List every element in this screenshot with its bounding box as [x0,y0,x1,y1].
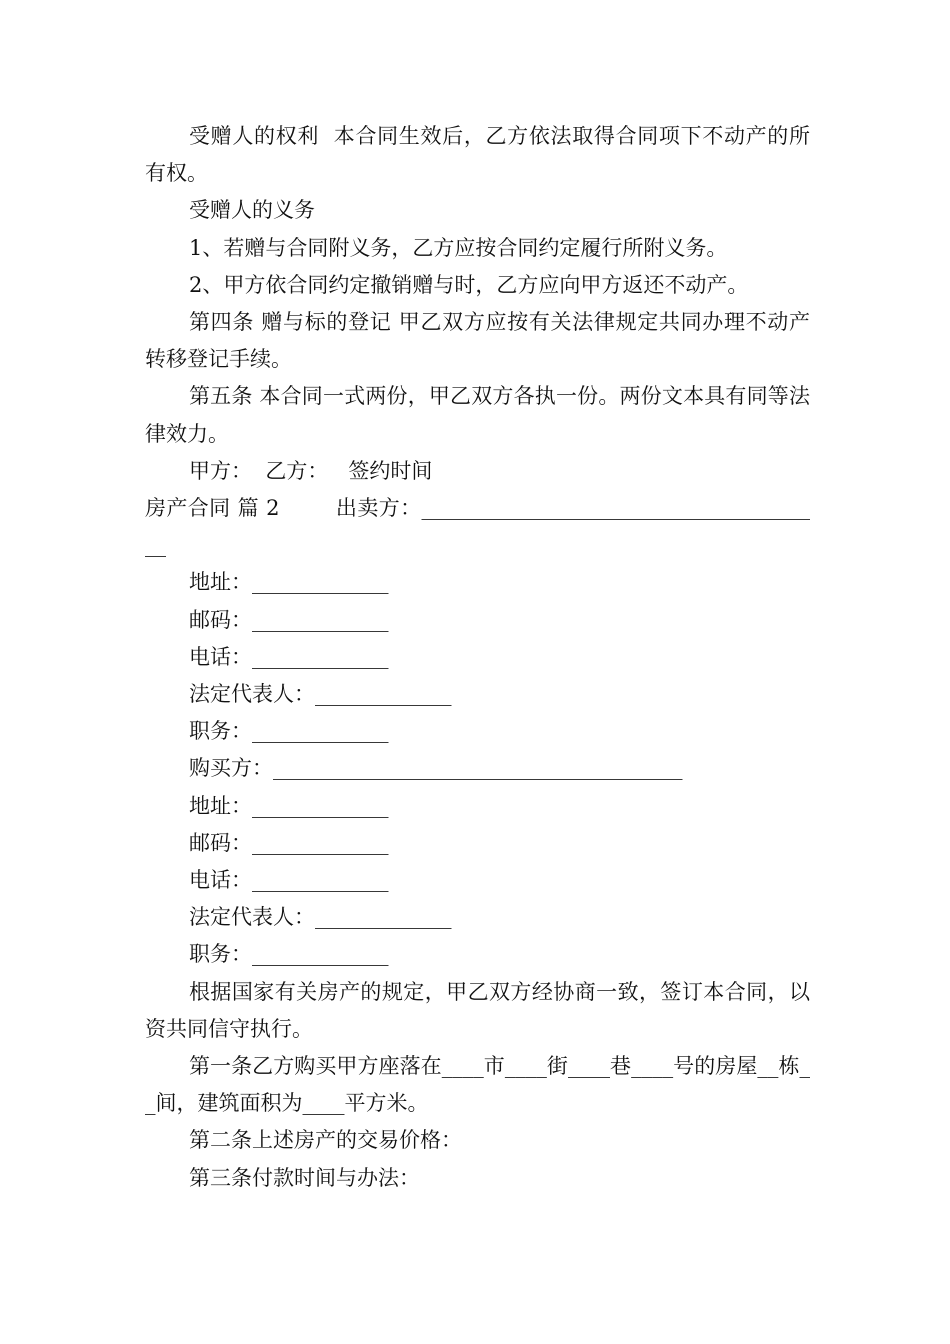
buyer-address-field: 地址：_____________ [189,793,389,818]
buyer-position-field: 职务：_____________ [189,942,389,967]
paragraph-article-1: 第一条乙方购买甲方座落在____市____街____巷____号的房屋__栋__间，建筑面积为____平方米。 [145,1054,810,1116]
seller-address-field: 地址：_____________ [189,570,389,595]
buyer-legal-rep-field: 法定代表人：_____________ [189,905,452,930]
paragraph-article-3: 第三条付款时间与办法： [189,1165,420,1190]
paragraph-article-5: 第五条 本合同一式两份，甲乙双方各执一份。两份文本具有同等法律效力。 [145,384,810,446]
paragraph-donee-obligations-heading: 受赠人的义务 [189,198,315,223]
signature-line: 甲方： 乙方： 签约时间 [189,458,433,483]
paragraph-article-2: 第二条上述房产的交易价格： [189,1128,462,1153]
contract-2-seller-heading: 房产合同 篇 2 出卖方：_______________________________________ [145,496,810,558]
paragraph-obligation-1: 1、若赠与合同附义务，乙方应按合同约定履行所附义务。 [189,235,728,260]
paragraph-obligation-2: 2、甲方依合同约定撤销赠与时，乙方应向甲方返还不动产。 [189,272,749,297]
buyer-postcode-field: 邮码：_____________ [189,830,389,855]
buyer-field: 购买方：_______________________________________ [189,756,683,781]
seller-legal-rep-field: 法定代表人：_____________ [189,682,452,707]
paragraph-preamble: 根据国家有关房产的规定，甲乙双方经协商一致，签订本合同，以资共同信守执行。 [145,979,810,1041]
buyer-phone-field: 电话：_____________ [189,868,389,893]
paragraph-donee-rights: 受赠人的权利 本合同生效后，乙方依法取得合同项下不动产的所有权。 [145,124,810,186]
paragraph-article-4: 第四条 赠与标的登记 甲乙双方应按有关法律规定共同办理不动产转移登记手续。 [145,310,810,372]
seller-position-field: 职务：_____________ [189,719,389,744]
seller-postcode-field: 邮码：_____________ [189,607,389,632]
seller-phone-field: 电话：_____________ [189,644,389,669]
document-body [145,118,810,1197]
